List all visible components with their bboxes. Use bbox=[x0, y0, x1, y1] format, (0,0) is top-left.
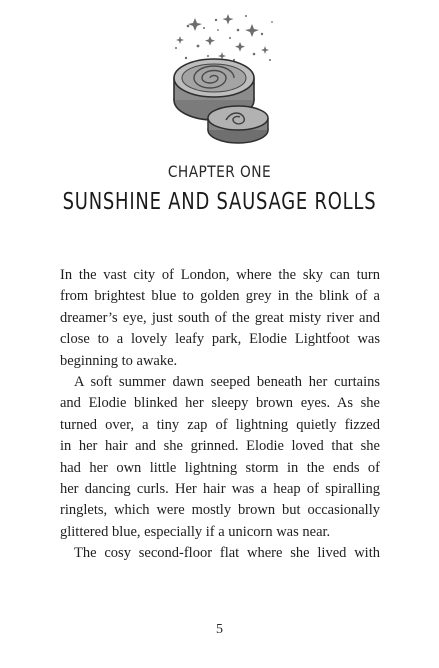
paragraph bbox=[60, 372, 380, 543]
text-line: close to a lovely leafy park, Elodie Lightfoot was bbox=[60, 331, 380, 348]
text-line: The cosy second-floor flat where she lived with bbox=[74, 545, 380, 562]
sausage-roll-small-icon bbox=[208, 106, 268, 143]
text-line: her dancing curls. Her hair was a heap of spiralling bbox=[60, 481, 380, 498]
text-line: In the vast city of London, where the sky can turn bbox=[60, 267, 380, 283]
text-line: glittered blue, especially if a unicorn was near. bbox=[60, 523, 331, 540]
sparkles-icon bbox=[175, 14, 273, 61]
text-line: beginning to awake. bbox=[60, 352, 178, 369]
text-line: in her hair and she grinned. Elodie loved that she bbox=[60, 438, 380, 455]
page-number: 5 bbox=[216, 622, 223, 637]
body-text bbox=[60, 265, 380, 565]
chapter-title: SUNSHINE AND SAUSAGE ROLLS bbox=[62, 189, 377, 215]
paragraph bbox=[60, 265, 380, 372]
chapter-label: CHAPTER ONE bbox=[167, 162, 272, 181]
text-line: and Elodie blinked her sleepy brown eyes. As she bbox=[60, 395, 380, 412]
text-line: had her own little lightning storm in the ends of bbox=[60, 459, 380, 476]
text-line: from brightest blue to golden grey in the blink of a bbox=[60, 288, 380, 305]
sausage-rolls-illustration bbox=[150, 6, 290, 156]
text-line: ringlets, which were mostly brown but occasionally bbox=[60, 502, 380, 519]
paragraph bbox=[60, 543, 380, 564]
text-line: dreamer’s eye, just south of the great misty river and bbox=[60, 309, 380, 326]
text-line: turned over, a tiny zap of lightning quietly fizzed bbox=[60, 416, 380, 433]
text-line: A soft summer dawn seeped beneath her curtains bbox=[74, 374, 380, 391]
